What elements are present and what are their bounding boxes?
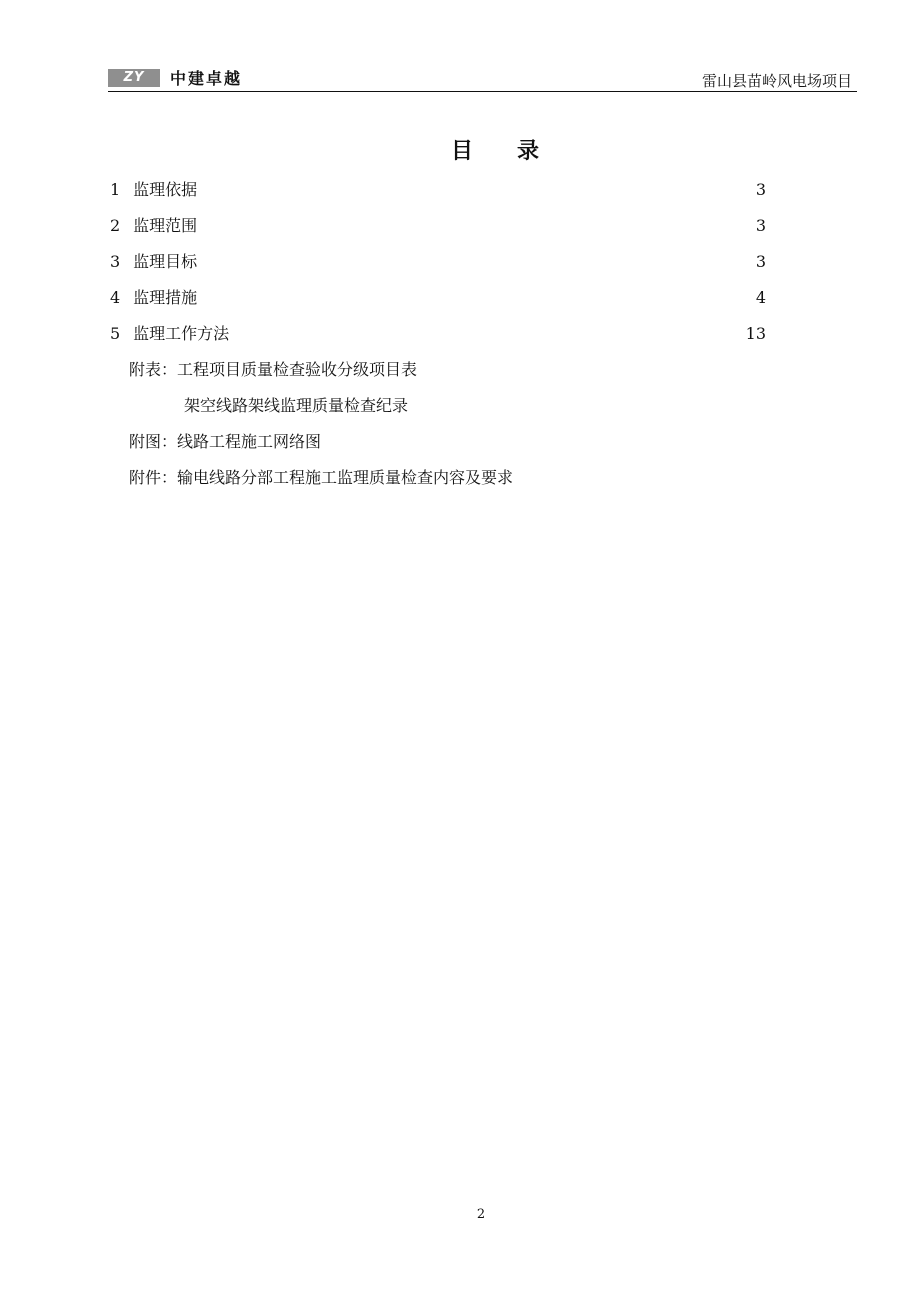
logo-mark-icon: ZY	[108, 69, 160, 87]
toc-entry-number: 5	[110, 324, 121, 343]
toc-entry[interactable]	[110, 250, 766, 274]
toc-entry-title: 监理目标	[133, 252, 198, 271]
toc-appendix-table[interactable]: 附表：工程项目质量检查验收分级项目表	[129, 360, 418, 379]
toc-entry-title: 监理依据	[133, 180, 198, 199]
toc-entry-number: 4	[110, 288, 121, 307]
toc-entry-page: 3	[755, 216, 766, 235]
toc-entry-page: 3	[755, 252, 766, 271]
toc-entry-page: 13	[745, 324, 766, 343]
page-number: 2	[476, 1207, 486, 1222]
toc-entry-title: 监理范围	[133, 216, 198, 235]
toc-entry[interactable]	[110, 286, 766, 310]
toc-entry[interactable]	[110, 178, 766, 202]
header-divider	[108, 91, 857, 92]
toc-title-right: 录	[517, 139, 540, 164]
toc-appendix-figure[interactable]: 附图：线路工程施工网络图	[129, 432, 322, 451]
company-logo	[108, 66, 242, 89]
toc-entry-number: 2	[110, 216, 121, 235]
toc-entry-number: 1	[110, 180, 121, 199]
toc-entry-number: 3	[110, 252, 121, 271]
toc-entry-title: 监理措施	[133, 288, 198, 307]
page-header	[108, 62, 856, 92]
project-name: 雷山县苗岭风电场项目	[701, 72, 852, 90]
toc-entry-page: 4	[755, 288, 766, 307]
toc-entry-title: 监理工作方法	[133, 324, 230, 343]
toc-appendix-table-cont[interactable]: 架空线路架线监理质量检查纪录	[184, 396, 409, 415]
toc-entry[interactable]	[110, 322, 766, 346]
toc-title	[0, 134, 920, 165]
toc-title-left: 目	[450, 139, 473, 164]
toc-entry[interactable]	[110, 214, 766, 238]
toc-entry-page: 3	[755, 180, 766, 199]
logo-text: 中建卓越	[170, 69, 243, 88]
toc-appendix-attachment[interactable]: 附件：输电线路分部工程施工监理质量检查内容及要求	[129, 468, 514, 487]
